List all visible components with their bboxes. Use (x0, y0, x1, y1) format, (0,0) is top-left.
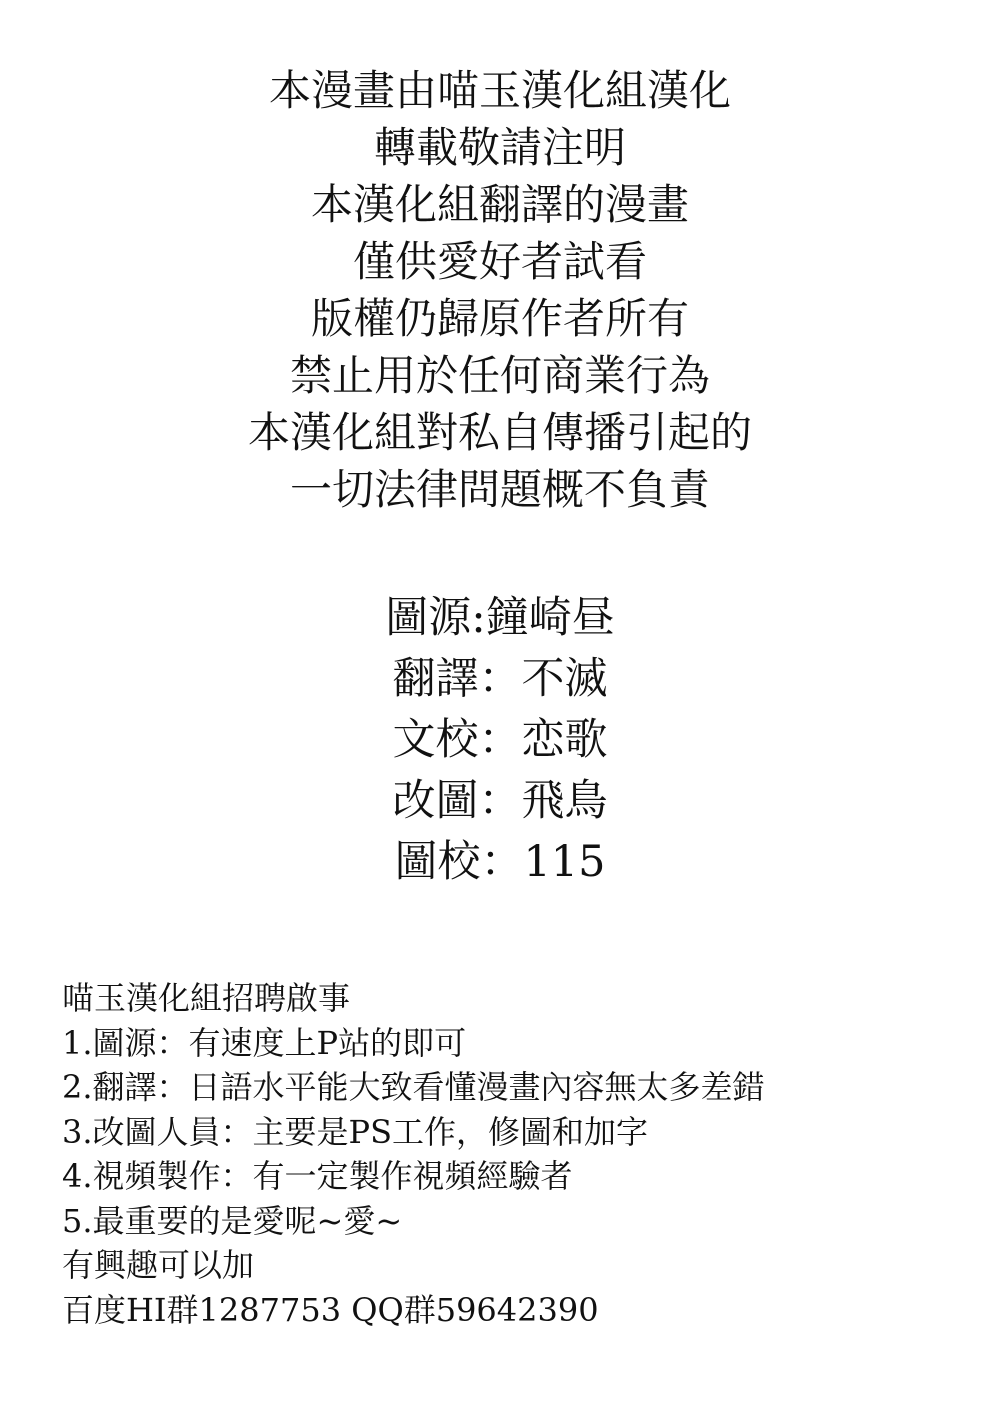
recruitment-item: 1.圖源：有速度上P站的即可 (62, 1023, 467, 1062)
credit-line-source: 圖源:鐘崎昼 (385, 593, 615, 643)
notice-line: 一切法律問題概不負責 (289, 465, 710, 514)
credit-line-translation: 翻譯：不滅 (392, 654, 608, 704)
staff-credits (0, 588, 1000, 893)
recruitment-item: 3.改圖人員：主要是PS工作，修圖和加字 (62, 1112, 648, 1151)
notice-line: 禁止用於任何商業行為 (289, 351, 710, 400)
notice-line: 轉載敬請注明 (373, 123, 626, 172)
notice-line: 本漢化組翻譯的漫畫 (310, 180, 689, 229)
recruitment-contact-intro: 有興趣可以加 (62, 1246, 255, 1284)
recruitment-title: 喵玉漢化組招聘啟事 (62, 979, 351, 1017)
recruitment-notice (62, 976, 982, 1332)
notice-line: 版權仍歸原作者所有 (310, 294, 689, 343)
copyright-notice (0, 62, 1000, 518)
recruitment-contact-groups: 百度HI群1287753 QQ群59642390 (62, 1290, 599, 1329)
credit-line-proofreading: 文校：恋歌 (392, 715, 608, 765)
notice-line: 本漢化組對私自傳播引起的 (247, 408, 752, 457)
recruitment-item: 5.最重要的是愛呢~愛~ (62, 1201, 403, 1240)
recruitment-item: 4.視頻製作：有一定製作視頻經驗者 (62, 1157, 573, 1195)
recruitment-item: 2.翻譯：日語水平能大致看懂漫畫內容無太多差錯 (62, 1068, 765, 1106)
credit-line-editing: 改圖：飛鳥 (392, 776, 608, 826)
notice-line: 僅供愛好者試看 (352, 237, 647, 286)
credit-line-quality-check: 圖校：115 (394, 837, 606, 887)
notice-line: 本漫畫由喵玉漢化組漢化 (268, 66, 731, 115)
